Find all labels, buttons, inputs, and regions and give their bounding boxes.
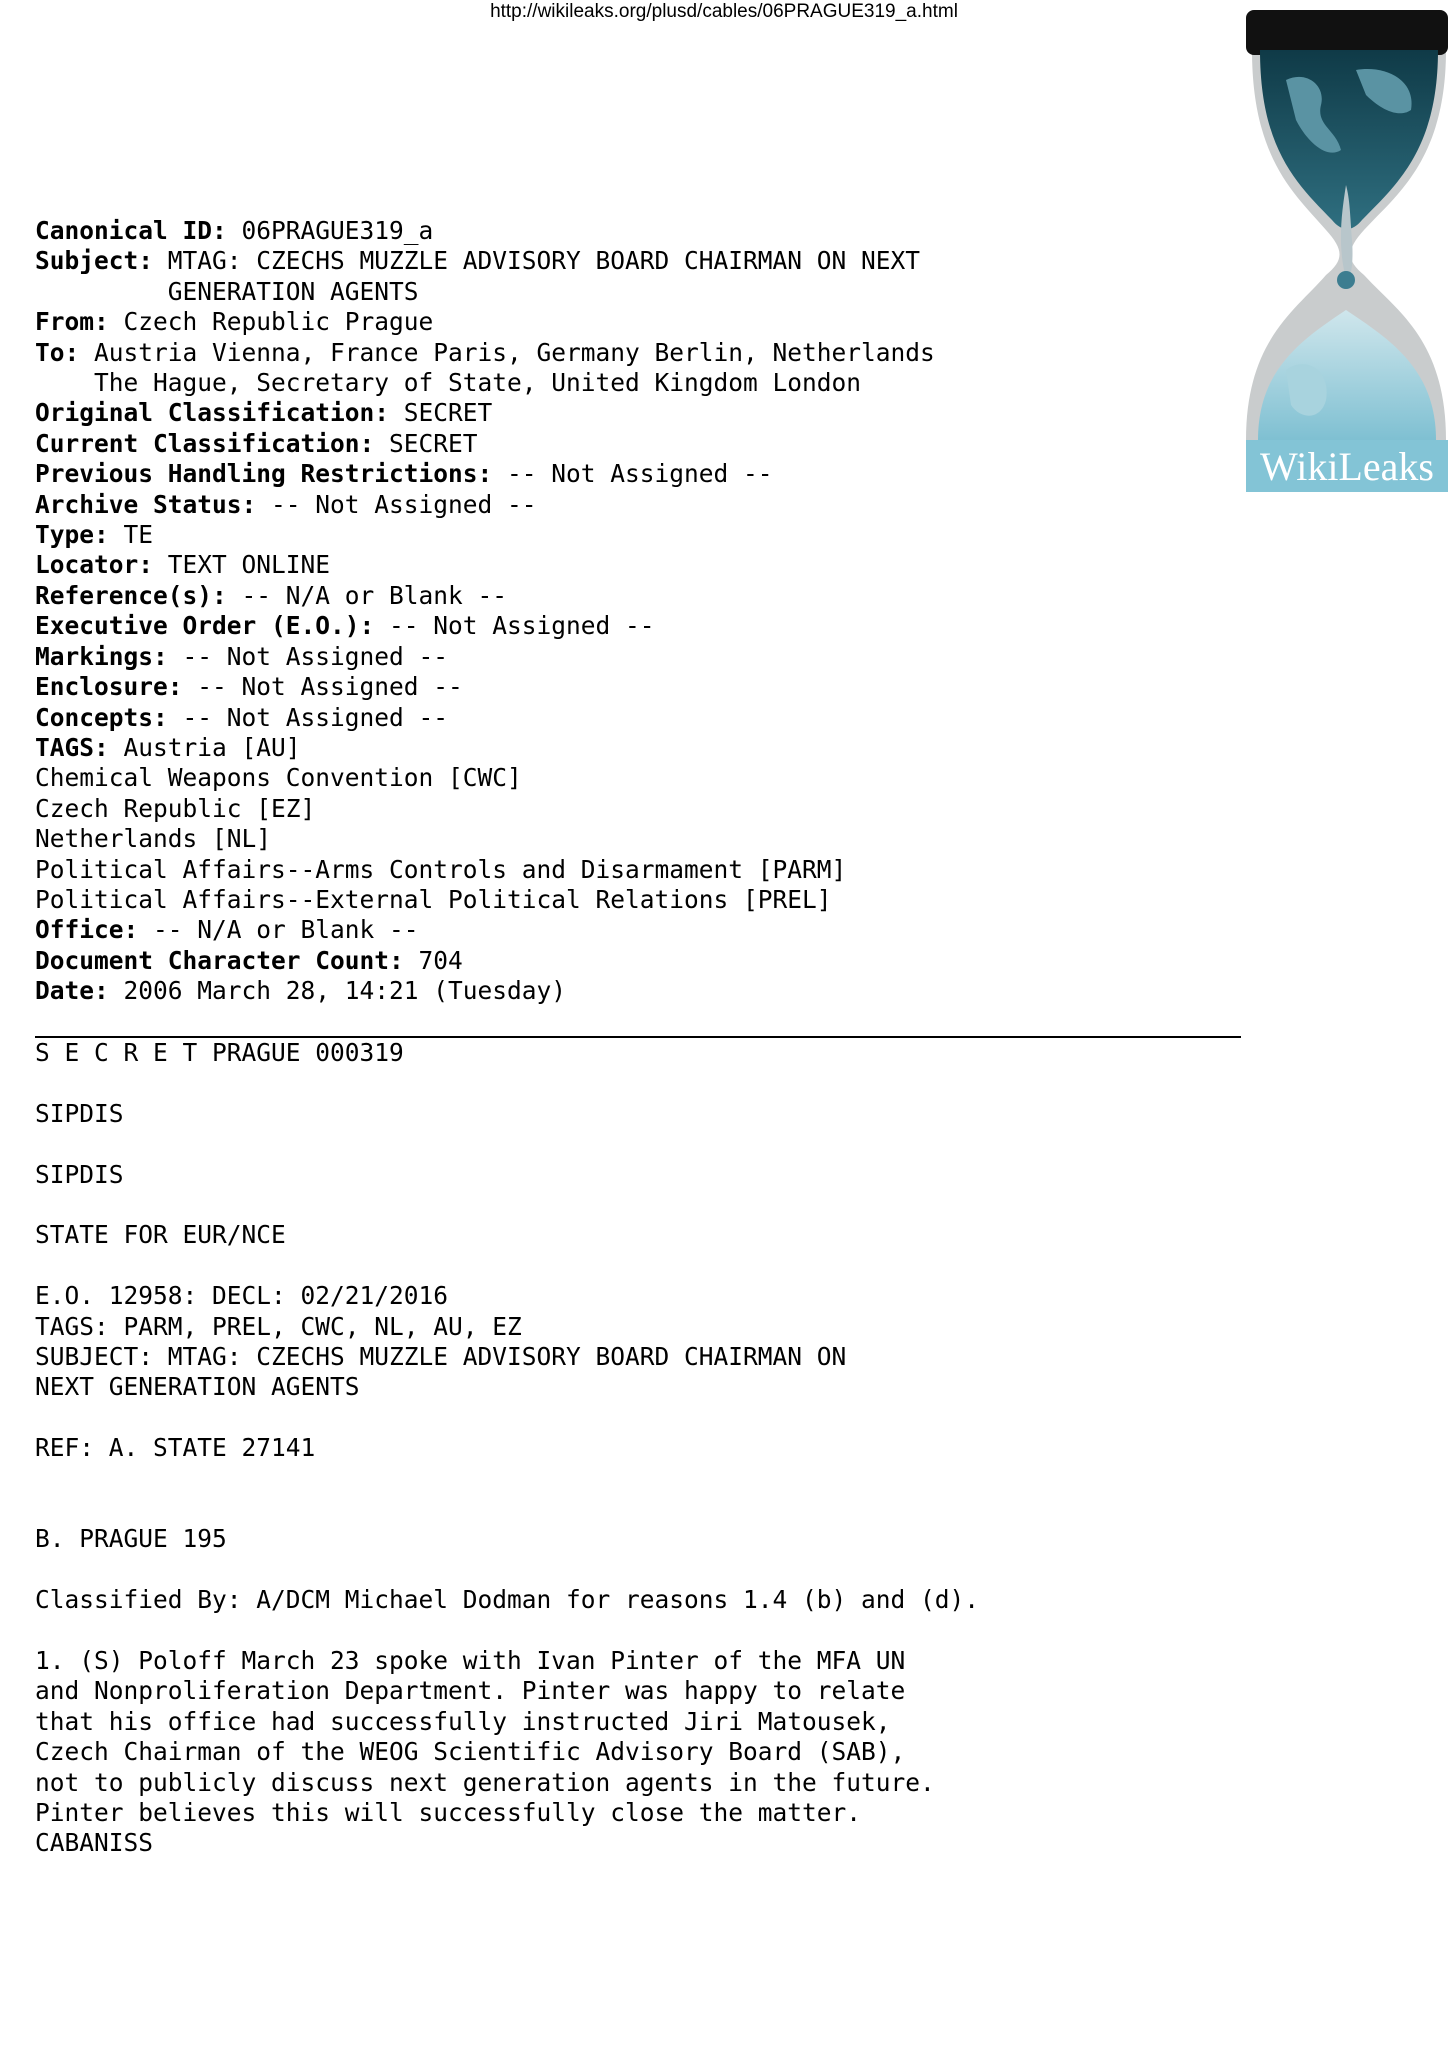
metadata-row	[35, 946, 1225, 976]
metadata-key: Reference(s):	[35, 580, 227, 610]
metadata-key: Date:	[35, 976, 109, 1006]
metadata-row	[35, 338, 1225, 368]
metadata-row	[35, 885, 1225, 915]
metadata-value: TE	[123, 520, 154, 550]
metadata-row	[35, 520, 1225, 550]
metadata-value-continuation: GENERATION AGENTS	[167, 276, 419, 306]
metadata-value: Netherlands [NL]	[35, 824, 272, 854]
metadata-row	[35, 763, 1225, 793]
metadata-row	[35, 581, 1225, 611]
metadata-value: -- Not Assigned --	[182, 702, 449, 732]
metadata-key: Concepts:	[35, 702, 168, 732]
metadata-key: Type:	[35, 520, 109, 550]
metadata-row	[35, 672, 1225, 702]
metadata-value: 704	[418, 945, 463, 975]
metadata-value: -- Not Assigned --	[389, 611, 655, 641]
metadata-row	[35, 611, 1225, 641]
metadata-key: Enclosure:	[35, 672, 183, 702]
metadata-row	[35, 429, 1225, 459]
metadata-value: -- N/A or Blank --	[241, 580, 508, 610]
metadata-value: -- Not Assigned --	[507, 459, 773, 489]
metadata-key: Subject:	[35, 246, 154, 276]
metadata-key: Previous Handling Restrictions:	[35, 459, 493, 489]
body-line: SIPDIS	[35, 1098, 124, 1128]
wikileaks-logo-icon	[1246, 10, 1448, 492]
body-line: Pinter believes this will successfully close the matter.	[35, 1797, 862, 1827]
metadata-key: TAGS:	[35, 732, 109, 762]
metadata-key: Current Classification:	[35, 428, 375, 458]
cable-metadata	[35, 216, 1225, 1007]
metadata-value: Austria Vienna, France Paris, Germany Berlin, Netherlands	[94, 337, 935, 367]
metadata-value: TEXT ONLINE	[167, 550, 331, 580]
metadata-row	[35, 703, 1225, 733]
body-line: CABANISS	[35, 1828, 154, 1858]
metadata-key: Original Classification:	[35, 398, 390, 428]
body-line: E.O. 12958: DECL: 02/21/2016	[35, 1281, 449, 1311]
body-line: STATE FOR EUR/NCE	[35, 1220, 286, 1250]
metadata-key: Locator:	[35, 550, 154, 580]
metadata-value: Austria [AU]	[123, 732, 301, 762]
metadata-key: To:	[35, 337, 80, 367]
metadata-key: Archive Status:	[35, 489, 257, 519]
metadata-key: Office:	[35, 915, 139, 945]
metadata-row	[35, 216, 1225, 246]
metadata-row	[35, 550, 1225, 580]
metadata-value: -- Not Assigned --	[271, 489, 537, 519]
metadata-value: 06PRAGUE319_a	[241, 216, 434, 245]
metadata-row	[35, 976, 1225, 1006]
metadata-value: Chemical Weapons Convention [CWC]	[35, 763, 522, 793]
metadata-key: Executive Order (E.O.):	[35, 611, 375, 641]
body-line: SIPDIS	[35, 1159, 124, 1189]
metadata-value: Political Affairs--External Political Relations [PREL]	[35, 884, 832, 914]
body-line: that his office had successfully instructed Jiri Matousek,	[35, 1706, 891, 1736]
body-line: not to publicly discuss next generation agents in the future.	[35, 1767, 935, 1797]
metadata-value: -- Not Assigned --	[197, 672, 463, 702]
metadata-row	[35, 307, 1225, 337]
metadata-row	[35, 794, 1225, 824]
metadata-value-continuation: The Hague, Secretary of State, United Kingdom London	[94, 368, 862, 398]
body-line: 1. (S) Poloff March 23 spoke with Ivan Pinter of the MFA UN	[35, 1646, 906, 1676]
metadata-row	[35, 855, 1225, 885]
body-line: REF: A. STATE 27141	[35, 1433, 316, 1463]
metadata-key: Document Character Count:	[35, 945, 404, 975]
body-line: SUBJECT: MTAG: CZECHS MUZZLE ADVISORY BOARD CHAIRMAN ON	[35, 1341, 847, 1371]
metadata-row	[35, 915, 1225, 945]
metadata-value: MTAG: CZECHS MUZZLE ADVISORY BOARD CHAIRMAN ON NEXT	[167, 246, 921, 276]
cable-body	[35, 1038, 1225, 1859]
body-line: Classified By: A/DCM Michael Dodman for reasons 1.4 (b) and (d).	[35, 1585, 980, 1615]
body-line: Czech Chairman of the WEOG Scientific Advisory Board (SAB),	[35, 1737, 906, 1767]
metadata-value: Political Affairs--Arms Controls and Disarmament [PARM]	[35, 854, 847, 884]
metadata-key: From:	[35, 307, 109, 337]
metadata-key: Canonical ID:	[35, 216, 227, 245]
metadata-value: SECRET	[403, 398, 493, 428]
metadata-row	[35, 824, 1225, 854]
metadata-key: Markings:	[35, 641, 168, 671]
logo-wordmark: WikiLeaks	[1260, 444, 1434, 489]
metadata-value: Czech Republic Prague	[123, 307, 434, 337]
metadata-value: 2006 March 28, 14:21 (Tuesday)	[123, 976, 567, 1006]
body-line: and Nonproliferation Department. Pinter was happy to relate	[35, 1676, 906, 1706]
page-url-header: http://wikileaks.org/plusd/cables/06PRAGUE319_a.html	[490, 1, 958, 22]
metadata-value: Czech Republic [EZ]	[35, 793, 316, 823]
body-line: TAGS: PARM, PREL, CWC, NL, AU, EZ	[35, 1311, 522, 1341]
metadata-value: SECRET	[389, 428, 478, 458]
body-line: B. PRAGUE 195	[35, 1524, 227, 1554]
metadata-row	[35, 642, 1225, 672]
body-line: S E C R E T PRAGUE 000319	[35, 1038, 404, 1067]
metadata-row	[35, 246, 1225, 276]
metadata-value: -- N/A or Blank --	[153, 915, 419, 945]
metadata-row	[35, 459, 1225, 489]
metadata-row	[35, 490, 1225, 520]
metadata-row	[35, 733, 1225, 763]
body-line: NEXT GENERATION AGENTS	[35, 1372, 360, 1402]
metadata-value: -- Not Assigned --	[182, 641, 449, 671]
metadata-row	[35, 398, 1225, 428]
